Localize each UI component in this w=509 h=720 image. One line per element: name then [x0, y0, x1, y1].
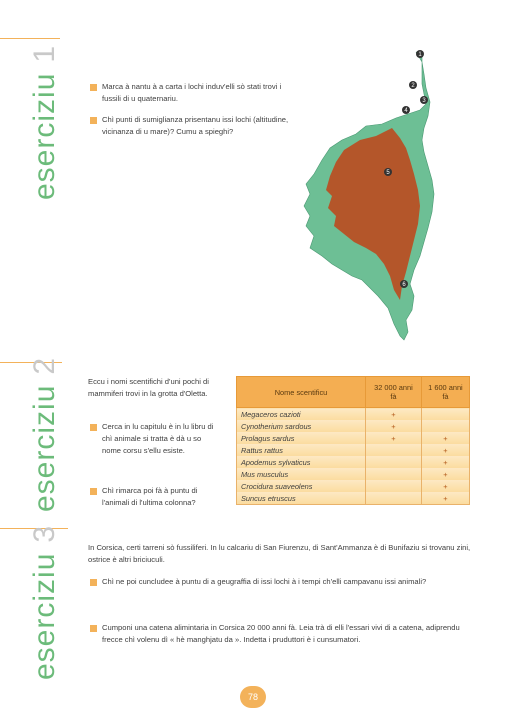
presence-32000: + — [366, 432, 422, 444]
table-row — [237, 480, 470, 492]
ex3-bullet-1-icon — [90, 579, 97, 586]
species-name: Mus musculus — [237, 468, 366, 480]
species-name: Rattus rattus — [237, 444, 366, 456]
species-name: Suncus etruscus — [237, 492, 366, 505]
ex1-title-text: eserciziu — [28, 72, 61, 200]
presence-32000: + — [366, 420, 422, 432]
ex1-bullet-1: Marca à nantu à a carta i lochi induv'elli sò stati trovi i fussili di u quaternariu. — [102, 82, 282, 103]
ex1-bullet-2-icon — [90, 117, 97, 124]
ex3-title — [28, 525, 62, 680]
table-row — [237, 468, 470, 480]
species-name: Megaceros cazioti — [237, 408, 366, 421]
header-scientific-name: Nome scentificu — [237, 377, 366, 408]
ex2-title-text: eserciziu — [28, 384, 61, 512]
ex2-intro: Eccu i nomi scentifichi d'uni pochi di mammiferi trovi in la grotta d'Oletta. — [88, 377, 209, 398]
table-row — [237, 420, 470, 432]
species-name: Prolagus sardus — [237, 432, 366, 444]
ex2-bullet-1: Cerca in lu capitulu è in lu libru di chì animale si tratta è dà u so nome corsu s'ellu esiste. — [102, 422, 214, 455]
ex1-bullet-1-icon — [90, 84, 97, 91]
presence-1600: + — [421, 444, 469, 456]
species-table — [236, 376, 470, 505]
species-name: Cynotherium sardous — [237, 420, 366, 432]
ex2-bullet-2-icon — [90, 488, 97, 495]
ex3-bullet-2-icon — [90, 625, 97, 632]
presence-32000 — [366, 480, 422, 492]
ex2-bullet-1-icon — [90, 424, 97, 431]
presence-32000 — [366, 456, 422, 468]
ex3-bullet-2: Cumponi una catena alimintaria in Corsica 20 000 anni fà. Leia trà di elli l'essari vivi di a catena, adiprendu frecce chì volenu dì « hè manghjatu da ». Indetta i pruduttori è i cunsumatori. — [102, 623, 460, 644]
header-1600: 1 600 anni fà — [421, 377, 469, 408]
page-number: 78 — [240, 686, 266, 708]
ex3-bullet-1: Chì ne poi cuncludee à puntu di a geugraffia di issi lochi à i tempi ch'elli campavanu issi animali? — [102, 577, 427, 586]
ex2-bullet-2: Chì rimarca poi fà à puntu di l'animali di l'ultima colonna? — [102, 486, 198, 507]
presence-1600: + — [421, 480, 469, 492]
presence-32000 — [366, 492, 422, 505]
corsica-map[interactable] — [296, 44, 446, 344]
marker-3: 3 — [422, 98, 426, 104]
marker-1: 1 — [418, 52, 422, 58]
table-row — [237, 456, 470, 468]
ex1-bullet-2: Chì punti di sumiglianza prisentanu issi lochi (altitudine, vicinanza di u mare)? Cumu a spieghi? — [102, 115, 289, 136]
table-row — [237, 432, 470, 444]
presence-1600: + — [421, 468, 469, 480]
ex1-title — [28, 45, 62, 200]
ex1-number: 1 — [28, 44, 61, 63]
table-row — [237, 408, 470, 421]
presence-32000: + — [366, 408, 422, 421]
presence-1600: + — [421, 456, 469, 468]
species-table-header — [237, 377, 470, 408]
presence-1600 — [421, 408, 469, 421]
ex3-number: 3 — [28, 524, 61, 543]
marker-4: 4 — [404, 108, 408, 114]
ex3-intro: In Corsica, certi tarreni sò fussiliferi. In lu calcariu di San Fiurenzu, di Sant'Ammanza è di Bunifaziu si trovanu zini, ostrice è altri briciuculi. — [88, 543, 471, 564]
species-name: Crocidura suaveolens — [237, 480, 366, 492]
marker-5: 5 — [386, 170, 390, 176]
presence-1600: + — [421, 432, 469, 444]
species-name: Apodemus sylvaticus — [237, 456, 366, 468]
table-row — [237, 492, 470, 505]
marker-6: 6 — [402, 282, 406, 288]
section-rule-1 — [0, 38, 60, 39]
marker-2: 2 — [411, 83, 415, 89]
presence-1600: + — [421, 492, 469, 505]
presence-1600 — [421, 420, 469, 432]
header-32000: 32 000 anni fà — [366, 377, 422, 408]
presence-32000 — [366, 444, 422, 456]
presence-32000 — [366, 468, 422, 480]
ex3-title-text: eserciziu — [28, 552, 61, 680]
table-row — [237, 444, 470, 456]
ex2-title — [28, 357, 62, 512]
ex2-number: 2 — [28, 356, 61, 375]
